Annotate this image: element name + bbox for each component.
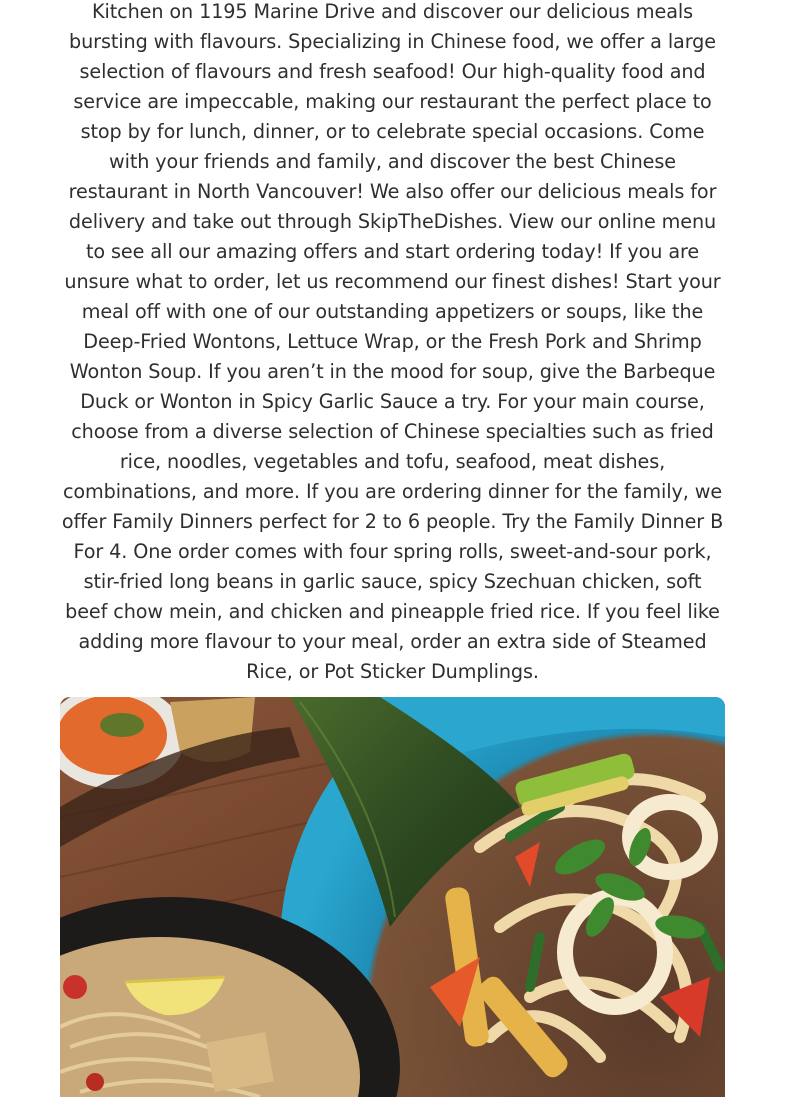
food-photo [60,697,725,1097]
restaurant-description: Kitchen on 1195 Marine Drive and discover our delicious meals bursting with flavours. Specializing in Chinese food, we offer a large selection of flavours and fresh seafood! Our high-quality food and service are impeccable, making our restaurant the perfect place to stop by for lunch, dinner, or to celebrate special occasions. Come with your friends and family, and discover the best Chinese restaurant in North Vancouver! We also offer our delicious meals for delivery and take out through SkipTheDishes. View our online menu to see all our amazing offers and start ordering today! If you are unsure what to order, let us recommend our finest dishes! Start your meal off with one of our outstanding appetizers or soups, like the Deep-Fried Wontons, Lettuce Wrap, or the Fresh Pork and Shrimp Wonton Soup. If you aren’t in the mood for soup, give the Barbeque Duck or Wonton in Spicy Garlic Sauce a try. For your main course, choose from a diverse selection of Chinese specialties such as fried rice, noodles, vegetables and tofu, seafood, meat dishes, combinations, and more. If you are ordering dinner for the family, we offer Family Dinners perfect for 2 to 6 people. Try the Family Dinner B For 4. One order comes with four spring rolls, sweet-and-sour pork, stir-fried long beans in garlic sauce, spicy Szechuan chicken, soft beef chow mein, and chicken and pineapple fried rice. If you feel like adding more flavour to your meal, order an extra side of Steamed Rice, or Pot Sticker Dumplings. [61,0,724,683]
food-photo-illustration [60,697,725,1097]
content-section [60,0,725,687]
